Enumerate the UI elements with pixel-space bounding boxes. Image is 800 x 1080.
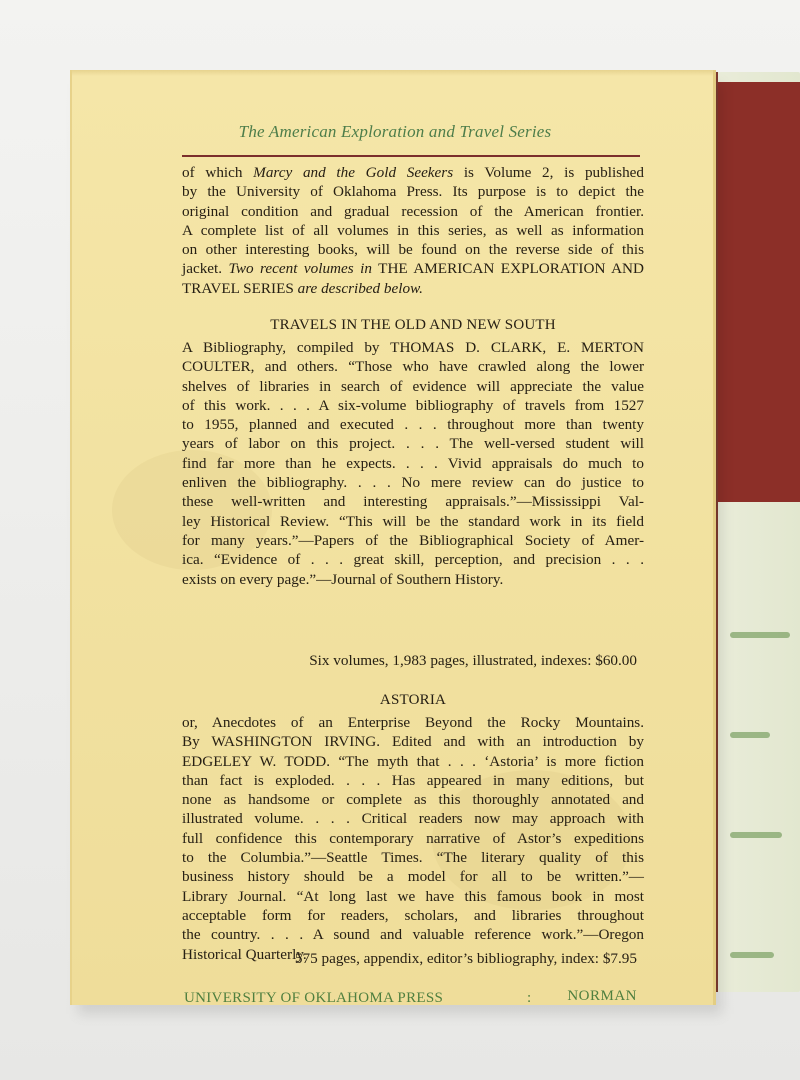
book1-line: years of labor on this project. . . . The well-versed student will bbox=[182, 435, 644, 453]
book1-line: ley Historical Review. “This will be the standard work in its field bbox=[182, 512, 644, 530]
text-run: is Volume 2, is published bbox=[453, 164, 645, 181]
book1-line: COULTER, and others. “Those who have crawled along the lower bbox=[182, 358, 644, 376]
green-ornament bbox=[730, 732, 770, 738]
publisher-city: NORMAN bbox=[567, 988, 637, 1004]
red-cloth-band bbox=[718, 82, 800, 502]
green-ornament bbox=[730, 832, 782, 838]
green-ornament bbox=[730, 952, 774, 958]
series-name-smallcaps: THE AMERICAN EXPLORATION AND bbox=[371, 260, 644, 278]
book2-line: full confidence this contemporary narrative of Astor’s expeditions bbox=[182, 829, 644, 847]
text-run-italic: Two recent volumes in bbox=[228, 260, 372, 278]
book2-description bbox=[182, 713, 644, 964]
book2-line: to the Columbia.”—Seattle Times. “The literary quality of this bbox=[182, 849, 644, 867]
text-run-italic: are described below. bbox=[293, 279, 423, 297]
title-rule bbox=[182, 155, 640, 157]
text-run: of which bbox=[182, 164, 254, 181]
book1-line: shelves of libraries in search of evidence will appreciate the value bbox=[182, 377, 644, 395]
intro-line bbox=[182, 259, 644, 278]
dust-jacket-back bbox=[70, 70, 716, 1005]
book1-line: exists on every page.”—Journal of Southern History. bbox=[182, 570, 504, 588]
book1-line: these well-written and interesting appraisals.”—Mississippi Val- bbox=[182, 493, 644, 511]
book2-line: or, Anecdotes of an Enterprise Beyond the Rocky Mountains. bbox=[182, 714, 644, 731]
text-run: original condition and gradual recession of the American frontier. bbox=[182, 202, 644, 220]
book1-line: A Bibliography, compiled by THOMAS D. CLARK, E. MERTON bbox=[182, 339, 644, 356]
book2-line: than fact is exploded. . . . Has appeared in many editions, but bbox=[182, 771, 644, 789]
book2-line: EDGELEY W. TODD. “The myth that . . . ‘Astoria’ is more fiction bbox=[182, 752, 644, 770]
book1-line: to 1955, planned and executed . . . throughout more than twenty bbox=[182, 416, 644, 434]
book2-title: ASTORIA bbox=[379, 692, 447, 708]
text-run: on other interesting books, will be found on the reverse side of this bbox=[182, 241, 644, 259]
publisher-name: UNIVERSITY OF OKLAHOMA PRESS bbox=[184, 990, 444, 1006]
book-title-italic: Marcy and the Gold Seekers bbox=[253, 164, 454, 181]
intro-paragraph bbox=[182, 163, 644, 298]
book1-price: Six volumes, 1,983 pages, illustrated, indexes: $60.00 bbox=[309, 652, 637, 669]
intro-line bbox=[182, 182, 644, 201]
book2-price: 575 pages, appendix, editor’s bibliography, index: $7.95 bbox=[294, 950, 637, 967]
book1-description bbox=[182, 338, 644, 589]
book2-line: the country. . . . A sound and valuable reference work.”—Oregon bbox=[182, 926, 644, 944]
series-name-smallcaps: TRAVEL SERIES bbox=[182, 279, 294, 297]
book2-line: business history should be a model for all to be written.”— bbox=[182, 868, 644, 886]
intro-line bbox=[182, 163, 644, 182]
intro-line bbox=[182, 202, 644, 221]
book2-line: acceptable form for readers, scholars, and libraries throughout bbox=[182, 906, 644, 924]
book1-line: find far more than he expects. . . . Vivid appraisals do much to bbox=[182, 454, 644, 472]
intro-line bbox=[182, 279, 644, 298]
book2-line: By WASHINGTON IRVING. Edited and with an introduction by bbox=[182, 733, 644, 751]
book2-line: Library Journal. “At long last we have this famous book in most bbox=[182, 887, 644, 905]
series-title: The American Exploration and Travel Series bbox=[238, 122, 552, 141]
book1-line: enliven the bibliography. . . . No mere review can do justice to bbox=[182, 474, 644, 492]
green-ornament bbox=[730, 632, 790, 638]
book2-line: none as handsome or complete as this thoroughly annotated and bbox=[182, 791, 644, 809]
book1-line: for many years.”—Papers of the Bibliographical Society of Amer- bbox=[182, 531, 644, 549]
text-run: by the University of Oklahoma Press. Its purpose is to depict the bbox=[182, 183, 644, 201]
book1-line: ica. “Evidence of . . . great skill, perception, and precision . . . bbox=[182, 551, 644, 569]
text-run: jacket. bbox=[182, 260, 229, 278]
text-run: A complete list of all volumes in this series, as well as information bbox=[182, 221, 644, 239]
footer-separator: : bbox=[527, 990, 532, 1006]
book1-line: of this work. . . . A six-volume bibliography of travels from 1527 bbox=[182, 396, 644, 414]
book1-title: TRAVELS IN THE OLD AND NEW SOUTH bbox=[270, 317, 556, 333]
book2-line: Historical Quarterly. bbox=[182, 945, 307, 963]
book2-line: illustrated volume. . . . Critical readers now may approach with bbox=[182, 810, 644, 828]
intro-line bbox=[182, 221, 644, 240]
jacket-fold bbox=[72, 70, 713, 76]
intro-line bbox=[182, 240, 644, 259]
